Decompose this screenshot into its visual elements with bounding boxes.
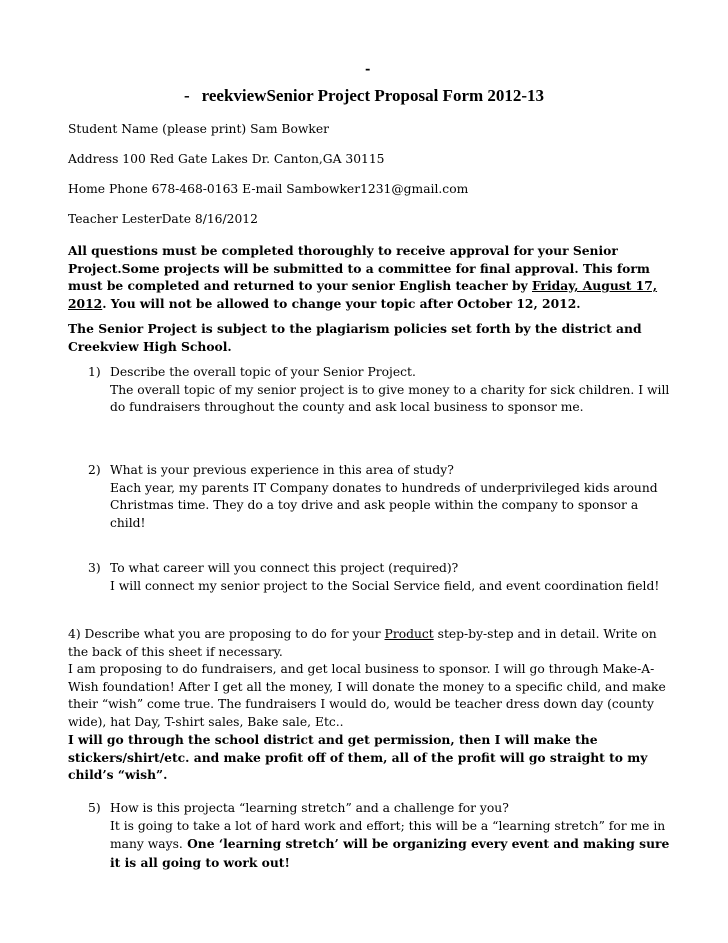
phone-email-field: Home Phone 678-468-0163 E-mail Sambowker1231@gmail.com [68,182,469,196]
notice-text-2: . You will not be allowed to change your topic after October 12, 2012. [102,295,581,311]
question-3 [88,560,673,595]
student-name-field: Student Name (please print) Sam Bowker [68,122,329,136]
address-field: Address 100 Red Gate Lakes Dr. Canton,GA 30115 [68,152,385,166]
title-text: reekviewSenior Project Proposal Form 2012-13 [201,86,545,105]
question-4-answer: I am proposing to do fundraisers, and get local business to sponsor. I will go through Make-A-Wish foundation! After I get all the money, I will donate the money to a specific child, and make their “wish” come true. The fundraisers I would do, would be teacher dress down day (county wide), hat Day, T-shirt sales, Bake sale, Etc.. [68,662,666,729]
question-text: How is this projecta “learning stretch” and a challenge for you? [110,801,509,815]
deadline-date: Friday, August 17, 2012 [68,278,658,311]
answer-bold: One ‘learning stretch’ will be organizing every event and making sure it is all going to work out! [110,836,670,870]
question-4-answer-bold: I will go through the school district and get permission, then I will make the stickers/shirt/etc. and make profit off of them, all of the profit will go straight to my child’s “wish”. [68,732,648,782]
question-5 [88,800,673,872]
answer-plain: It is going to take a lot of hard work and effort; this will be a “learning stretch” for me in many ways. [110,818,666,851]
answer-text [110,818,673,873]
question-number: 1) [88,365,101,379]
question-2 [88,462,673,532]
notice-text-1: All questions must be completed thoroughly to receive approval for your Senior Project.Some projects will be submitted to a committee for final approval. This form must be completed and returned to your senior English teacher by [68,243,650,293]
answer-text: Each year, my parents IT Company donates to hundreds of underprivileged kids around Christmas time. They do a toy drive and ask people within the company to sponsor a child! [110,480,658,530]
question-text: What is your previous experience in this area of study? [110,463,454,477]
answer-text: I will connect my senior project to the Social Service field, and event coordination field! [110,578,660,593]
question-4-text [68,626,668,661]
page-title [0,86,728,106]
plagiarism-notice: The Senior Project is subject to the plagiarism policies set forth by the district and Creekview High School. [68,321,642,354]
product-word: Product [384,627,434,641]
top-dash: - [365,62,371,77]
question-number: 2) [88,463,101,477]
title-dash: - [183,86,190,105]
answer-text: The overall topic of my senior project is to give money to a charity for sick children. I will do fundraisers throughout the county and ask local business to sponsor me. [110,382,670,414]
teacher-date-field: Teacher LesterDate 8/16/2012 [68,212,258,226]
question-text: Describe the overall topic of your Senior Project. [110,365,416,379]
question-number: 5) [88,801,101,815]
question-4 [68,626,668,784]
question-text: To what career will you connect this project (required)? [110,561,459,575]
question-4-intro-end: step-by-step and in detail. Write on the back of this sheet if necessary. [68,627,657,659]
instructions-notice [68,242,668,312]
question-4-intro: 4) Describe what you are proposing to do for your [68,627,385,641]
question-number: 3) [88,561,101,575]
question-1 [88,364,673,417]
